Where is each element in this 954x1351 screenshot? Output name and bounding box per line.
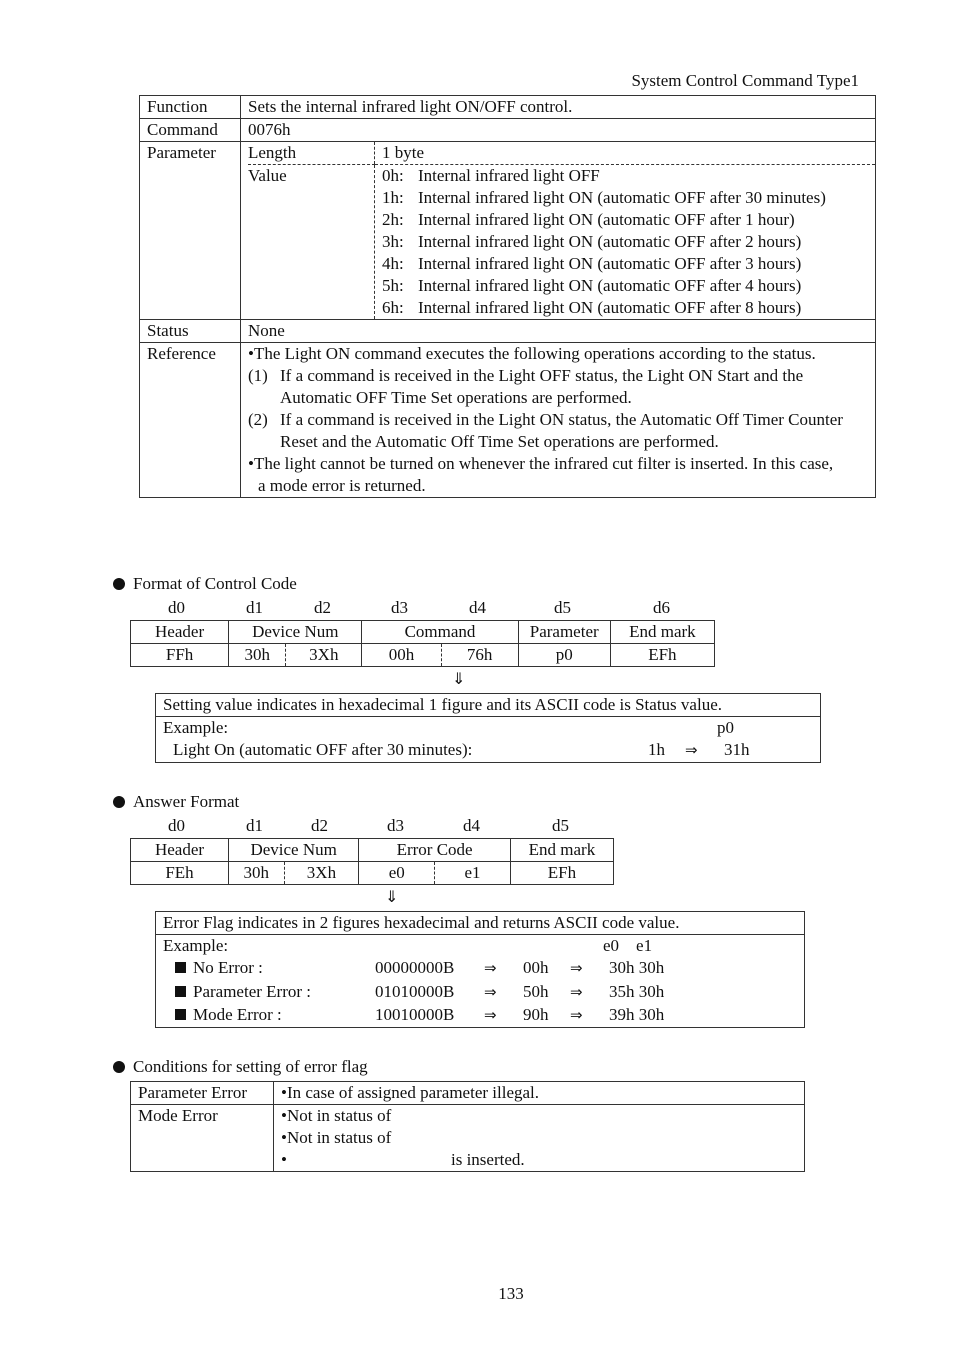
setting-value-title: Setting value indicates in hexadecimal 1 figure and its ASCII code is Status value. xyxy=(156,694,820,717)
page-header-title: System Control Command Type1 xyxy=(631,71,859,90)
length-value: 1 byte xyxy=(375,142,876,165)
error-row: No Error : 00000000B ⇒ 00h ⇒ 30h 30h xyxy=(163,957,797,981)
value-device-hi: 30h xyxy=(229,862,285,885)
value-item: 2h: Internal infrared light ON (automatic OFF after 1 hour) xyxy=(382,210,795,229)
bullet-icon xyxy=(113,796,125,808)
field-end-mark: End mark xyxy=(510,839,613,862)
right-arrow-icon: ⇒ xyxy=(484,983,497,1001)
example-row-value: 1h xyxy=(648,740,665,759)
value-item: 4h: Internal infrared light ON (automatic OFF after 3 hours) xyxy=(382,254,802,273)
answer-format-heading: Answer Format xyxy=(113,791,239,813)
field-header: Header xyxy=(131,839,229,862)
value-item: 1h: Internal infrared light ON (automatic OFF after 30 minutes) xyxy=(382,188,826,207)
reference-label: Reference xyxy=(140,343,241,498)
value-device-lo: 3Xh xyxy=(286,644,362,667)
example-row-result: 31h xyxy=(724,740,750,759)
example-label: Example: xyxy=(163,936,229,955)
value-header: FFh xyxy=(131,644,229,667)
field-command: Command xyxy=(362,621,518,644)
byte-label: d0 xyxy=(168,598,185,617)
page-number: 133 xyxy=(498,1284,524,1303)
value-error-e1: e1 xyxy=(435,862,511,885)
reference-item-2: (2) If a command is received in the Light ON status, the Automatic Off Timer Counter Reset and the Automatic Off Time Set operations are performed. xyxy=(248,410,843,451)
right-arrow-icon: ⇒ xyxy=(570,983,583,1001)
setting-value-box xyxy=(155,693,821,763)
field-parameter: Parameter xyxy=(518,621,610,644)
value-command-hi: 00h xyxy=(362,644,441,667)
byte-label: d3 xyxy=(387,816,404,835)
value-header: FEh xyxy=(131,862,229,885)
right-arrow-icon: ⇒ xyxy=(685,741,698,759)
byte-label: d2 xyxy=(314,598,331,617)
p0-column-header: p0 xyxy=(717,718,734,737)
command-value: 0076h xyxy=(241,119,876,142)
status-value: None xyxy=(241,320,876,343)
example-row-label: Light On (automatic OFF after 30 minutes): xyxy=(173,740,473,759)
reference-item-1: (1) If a command is received in the Light OFF status, the Light ON Start and the Automatic OFF Time Set operations are performed. xyxy=(248,366,804,407)
value-device-hi: 30h xyxy=(229,644,286,667)
right-arrow-icon: ⇒ xyxy=(570,959,583,977)
error-row: Mode Error : 10010000B ⇒ 90h ⇒ 39h 30h xyxy=(163,1004,797,1027)
byte-label: d4 xyxy=(469,598,486,617)
byte-label: d6 xyxy=(653,598,670,617)
value-label: Value xyxy=(248,166,287,185)
error-flag-body xyxy=(156,935,804,1027)
mode-error-text: •Not in status of •Not in status of • is inserted. xyxy=(274,1105,805,1172)
square-bullet-icon xyxy=(175,986,186,997)
error-conditions-table xyxy=(130,1081,805,1172)
square-bullet-icon xyxy=(175,1009,186,1020)
field-error-code: Error Code xyxy=(359,839,511,862)
status-label: Status xyxy=(140,320,241,343)
command-spec-table xyxy=(139,95,876,498)
field-header: Header xyxy=(131,621,229,644)
value-list xyxy=(375,165,876,320)
error-row: Parameter Error : 01010000B ⇒ 50h ⇒ 35h 30h xyxy=(163,981,797,1004)
error-flag-box xyxy=(155,911,805,1028)
value-end-mark: EFh xyxy=(610,644,714,667)
reference-note: •The light cannot be turned on whenever the infrared cut filter is inserted. In this case, a mode error is returned. xyxy=(248,454,834,495)
field-device-num: Device Num xyxy=(229,621,362,644)
mode-error-label: Mode Error xyxy=(131,1105,274,1172)
down-arrow-icon: ⇓ xyxy=(452,669,466,688)
bullet-icon xyxy=(113,1061,125,1073)
byte-label: d5 xyxy=(552,816,569,835)
answer-format-table xyxy=(130,838,614,885)
parameter-label: Parameter xyxy=(140,142,241,320)
square-bullet-icon xyxy=(175,962,186,973)
control-code-heading: Format of Control Code xyxy=(113,573,297,595)
value-item: 6h: Internal infrared light ON (automatic OFF after 8 hours) xyxy=(382,298,802,317)
value-item: 3h: Internal infrared light ON (automatic OFF after 2 hours) xyxy=(382,232,802,251)
error-flag-title: Error Flag indicates in 2 figures hexadecimal and returns ASCII code value. xyxy=(156,912,804,935)
field-device-num: Device Num xyxy=(229,839,359,862)
value-command-lo: 76h xyxy=(441,644,518,667)
byte-label: d5 xyxy=(554,598,571,617)
example-row xyxy=(163,739,813,761)
example-label: Example: xyxy=(163,718,229,737)
right-arrow-icon: ⇒ xyxy=(484,959,497,977)
conditions-heading: Conditions for setting of error flag xyxy=(113,1056,368,1078)
function-value: Sets the internal infrared light ON/OFF control. xyxy=(241,96,876,119)
reference-text xyxy=(241,343,876,498)
value-end-mark: EFh xyxy=(510,862,613,885)
value-parameter: p0 xyxy=(518,644,610,667)
value-item: 0h: Internal infrared light OFF xyxy=(382,166,600,185)
value-item: 5h: Internal infrared light ON (automatic OFF after 4 hours) xyxy=(382,276,802,295)
command-label: Command xyxy=(140,119,241,142)
bullet-icon xyxy=(113,578,125,590)
right-arrow-icon: ⇒ xyxy=(484,1006,497,1024)
byte-label: d0 xyxy=(168,816,185,835)
byte-label: d1 xyxy=(246,598,263,617)
value-error-e0: e0 xyxy=(359,862,435,885)
field-end-mark: End mark xyxy=(610,621,714,644)
e0-e1-column-headers: e0 e1 xyxy=(603,936,653,955)
control-code-table xyxy=(130,620,715,667)
byte-label: d1 xyxy=(246,816,263,835)
setting-value-body xyxy=(156,717,820,761)
byte-label: d3 xyxy=(391,598,408,617)
parameter-cell xyxy=(241,142,876,320)
byte-label: d2 xyxy=(311,816,328,835)
byte-label: d4 xyxy=(463,816,480,835)
param-error-label: Parameter Error xyxy=(131,1082,274,1105)
right-arrow-icon: ⇒ xyxy=(570,1006,583,1024)
param-error-text: •In case of assigned parameter illegal. xyxy=(274,1082,805,1105)
function-label: Function xyxy=(140,96,241,119)
reference-intro: •The Light ON command executes the following operations according to the status. xyxy=(248,344,816,363)
value-device-lo: 3Xh xyxy=(284,862,359,885)
length-label: Length xyxy=(248,142,375,165)
down-arrow-icon: ⇓ xyxy=(385,887,399,906)
